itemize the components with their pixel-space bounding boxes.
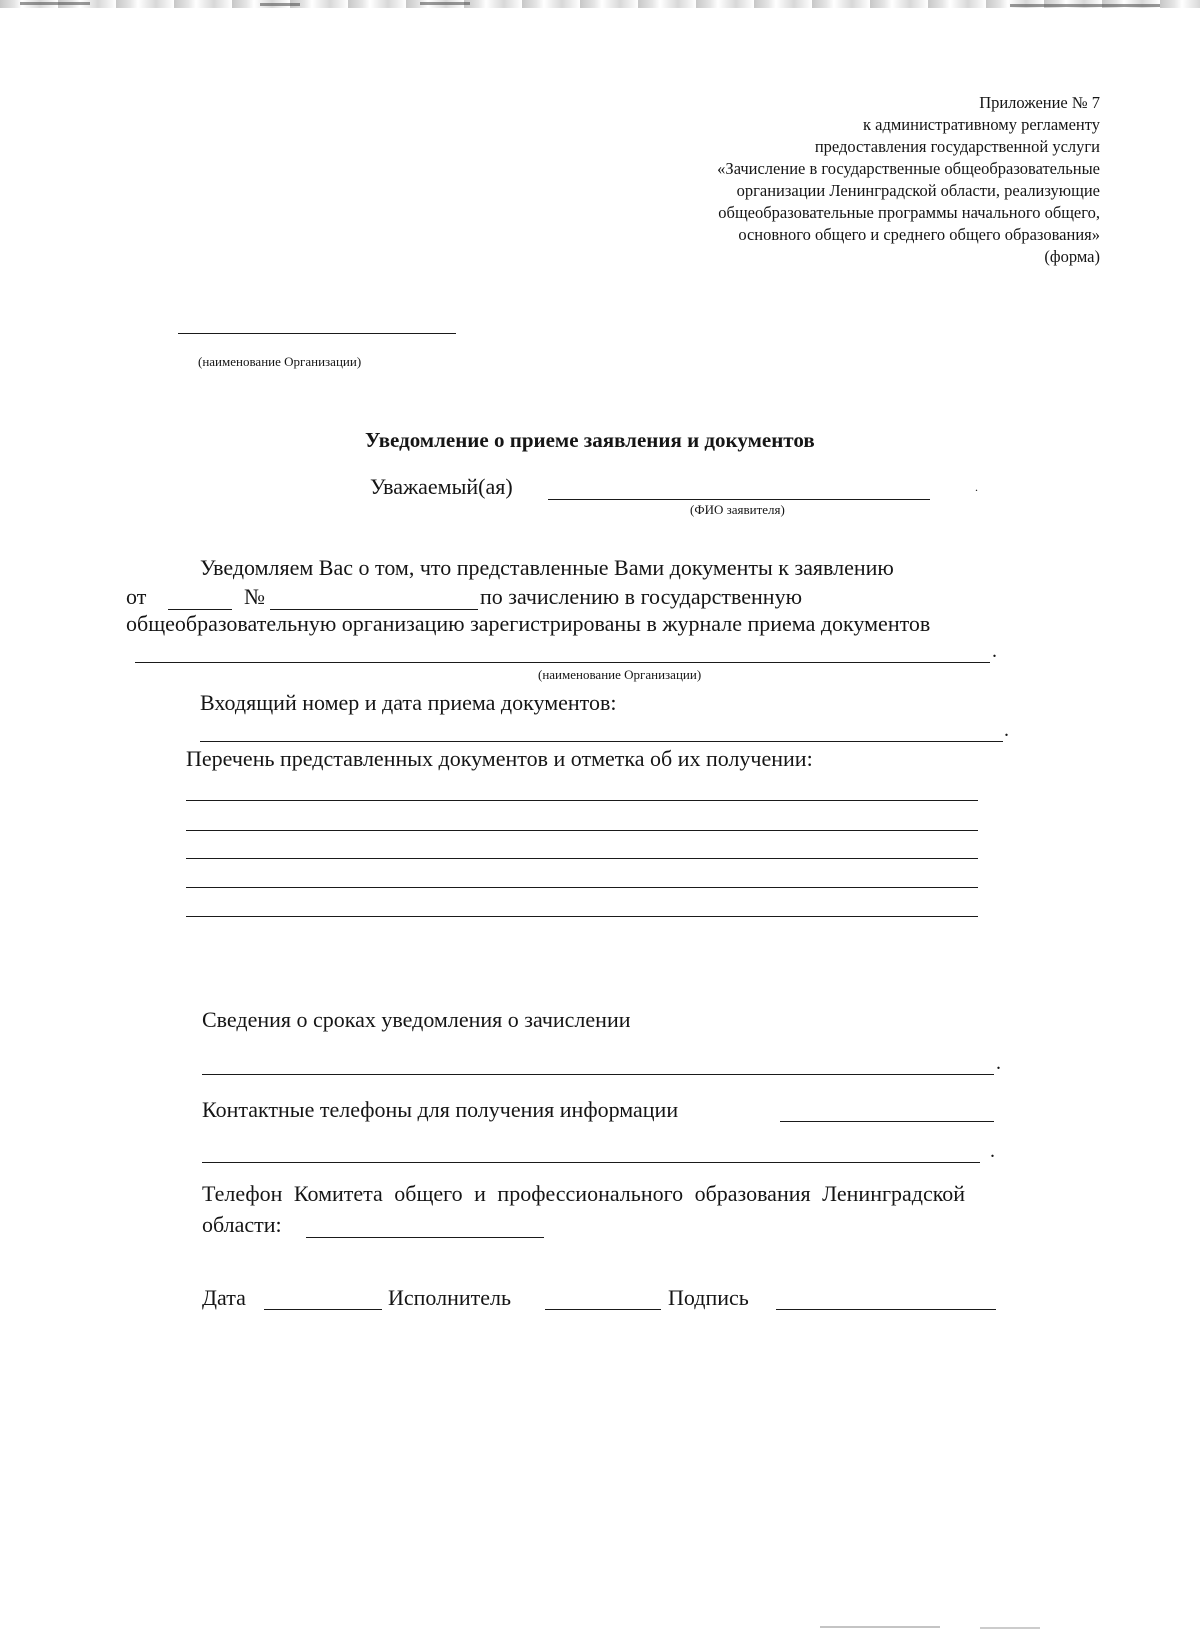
committee-phone-label-2: области: [202,1212,282,1237]
date-blank[interactable] [264,1309,382,1310]
journal-organization-caption: (наименование Организации) [538,667,702,682]
fio-caption: (ФИО заявителя) [690,502,785,517]
paragraph-line-3: общеобразовательную организацию зарегистрированы в журнале приема документов [126,611,931,636]
paragraph-line-1: Уведомляем Вас о том, что представленные Вами документы к заявлению [200,555,894,580]
line-end-dot: . [990,1140,995,1162]
appendix-line: Приложение № 7 [979,93,1100,112]
number-label: № [244,584,265,609]
organization-name-blank[interactable] [178,333,456,334]
line-end-dot: . [1004,719,1009,741]
contact-phones-blank-2[interactable] [202,1162,980,1163]
appendix-line: предоставления государственной услуги [814,137,1100,156]
stray-dot: . [975,480,978,494]
documents-list-line[interactable] [186,830,978,831]
organization-caption: (наименование Организации) [198,354,362,369]
date-label: Дата [202,1285,246,1310]
documents-list-line[interactable] [186,887,978,888]
appendix-line: организации Ленинградской области, реализующие [736,181,1100,200]
executor-blank[interactable] [545,1309,661,1310]
scan-artifact [20,2,90,5]
documents-list-line[interactable] [186,858,978,859]
incoming-number-label: Входящий номер и дата приема документов: [200,690,617,715]
scan-artifact [820,1626,940,1628]
scan-artifact [980,1627,1040,1629]
appendix-line: к административному регламенту [863,115,1100,134]
line-end-dot: . [996,1052,1001,1074]
notification-terms-label: Сведения о сроках уведомления о зачислении [202,1007,631,1032]
appendix-line: общеобразовательные программы начального общего, [718,203,1100,222]
documents-list-label: Перечень представленных документов и отметка об их получении: [186,746,813,771]
paragraph-line-2-rest: по зачислению в государственную [480,584,803,609]
notification-terms-blank[interactable] [202,1074,994,1075]
application-date-blank[interactable] [168,609,232,610]
committee-phone-blank[interactable] [306,1237,544,1238]
appendix-header [717,92,1100,268]
document-title: Уведомление о приеме заявления и документов [365,428,815,452]
appendix-line: основного общего и среднего общего образования» [738,225,1100,244]
appendix-line: (форма) [1044,247,1100,266]
executor-label: Исполнитель [388,1285,512,1310]
contact-phones-label: Контактные телефоны для получения информации [202,1097,679,1122]
signature-label: Подпись [668,1285,749,1310]
from-label: от [126,584,147,609]
contact-phones-blank[interactable] [780,1121,994,1122]
committee-phone-label: Телефон Комитета общего и профессионального образования Ленинградской [202,1181,966,1206]
appendix-line: «Зачисление в государственные общеобразовательные [717,159,1100,178]
scan-artifact [420,2,470,5]
documents-list-line[interactable] [186,916,978,917]
scan-artifact [260,3,300,6]
greeting-label: Уважаемый(ая) [370,474,513,499]
documents-list-line[interactable] [186,800,978,801]
fio-blank[interactable] [548,499,930,500]
line-end-dot: . [992,640,997,662]
journal-organization-blank[interactable] [135,662,990,663]
scan-artifact [1010,4,1160,7]
signature-blank[interactable] [776,1309,996,1310]
incoming-number-blank[interactable] [200,741,1003,742]
application-number-blank[interactable] [270,609,478,610]
